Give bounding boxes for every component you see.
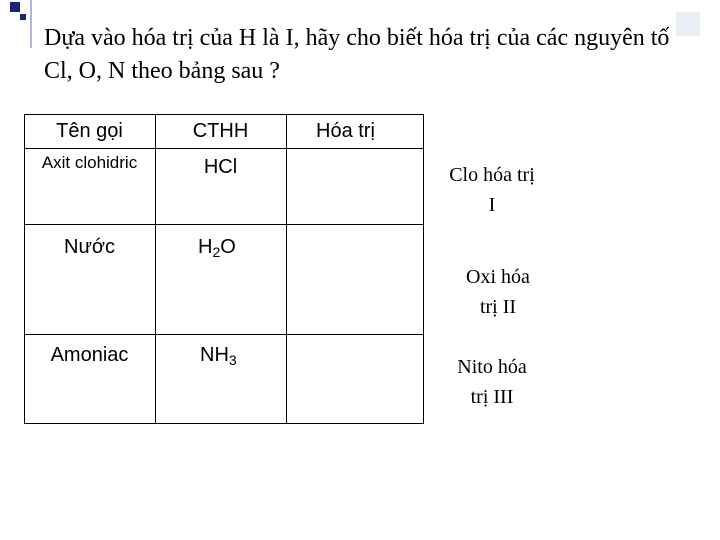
header-formula: CTHH — [192, 120, 249, 142]
row2-formula: $H_2O$ — [198, 236, 236, 260]
header-name: Tên gọi — [56, 120, 123, 142]
answer-chlorine — [422, 160, 562, 220]
answer-nitrogen — [422, 352, 562, 412]
answer-nitrogen-line1: Nito hóa — [457, 356, 527, 378]
row1-formula: HCl — [203, 156, 238, 178]
table-border-row2 — [24, 334, 424, 335]
row3-name: Amoniac — [50, 344, 129, 366]
table-border-row1 — [24, 224, 424, 225]
answer-oxygen-line2: trị II — [479, 296, 517, 318]
decor-vertical-line — [30, 0, 32, 48]
table-border-bottom — [24, 423, 424, 424]
table-border-col2 — [286, 114, 287, 424]
answer-oxygen — [428, 262, 568, 322]
table-border-top — [24, 114, 424, 115]
table-border-header — [24, 148, 424, 149]
slide-title: Dựa vào hóa trị của H là I, hãy cho biết hóa trị của các nguyên tố Cl, O, N theo bảng sau ? — [44, 25, 670, 84]
row3-formula: $NH_3$ — [200, 344, 237, 368]
table-border-left — [24, 114, 25, 424]
decor-square-small — [20, 14, 26, 20]
answer-chlorine-line1: Clo hóa trị — [449, 164, 535, 186]
decor-square-large — [10, 2, 20, 12]
row1-name: Axit clohidric — [41, 153, 138, 172]
answer-oxygen-line1: Oxi hóa — [466, 266, 530, 288]
valence-table — [24, 114, 424, 424]
answer-nitrogen-line2: trị III — [470, 386, 514, 408]
header-valence: Hóa trị — [316, 120, 375, 142]
answer-chlorine-line2: I — [488, 194, 496, 216]
row2-name: Nước — [64, 236, 115, 258]
